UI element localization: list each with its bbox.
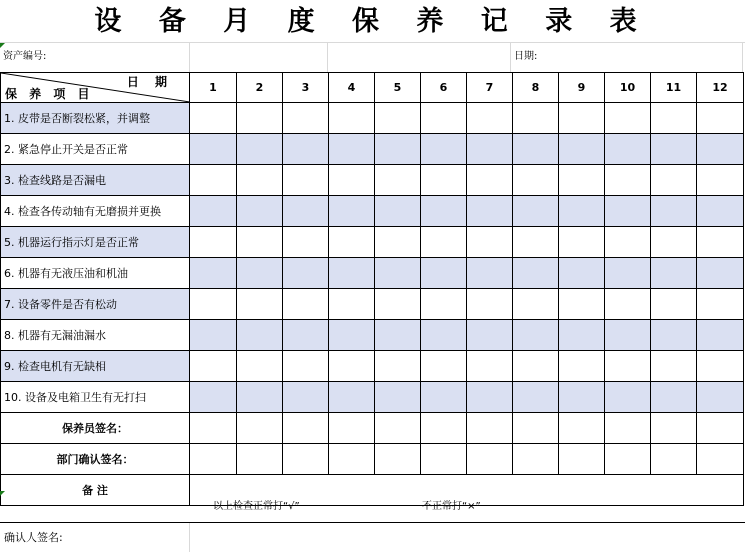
check-cell[interactable] <box>513 320 559 351</box>
note-not-ok: 不正常打“×” <box>422 501 481 512</box>
check-cell[interactable] <box>513 134 559 165</box>
check-cell[interactable] <box>697 227 744 258</box>
check-cell[interactable] <box>329 134 375 165</box>
check-cell[interactable] <box>651 103 697 134</box>
check-cell[interactable] <box>513 196 559 227</box>
check-cell[interactable] <box>283 320 329 351</box>
signature-cell[interactable] <box>375 444 421 475</box>
maintenance-item-label: 7. 设备零件是否有松动 <box>1 289 190 320</box>
check-cell[interactable] <box>283 165 329 196</box>
department-signature-row <box>1 444 744 475</box>
check-cell[interactable] <box>697 289 744 320</box>
signature-cell[interactable] <box>421 444 467 475</box>
check-cell[interactable] <box>421 382 467 413</box>
check-cell[interactable] <box>237 289 283 320</box>
table-row <box>1 134 744 165</box>
check-cell[interactable] <box>421 196 467 227</box>
check-cell[interactable] <box>329 103 375 134</box>
check-cell[interactable] <box>190 227 237 258</box>
check-cell[interactable] <box>237 227 283 258</box>
check-cell[interactable] <box>283 227 329 258</box>
check-cell[interactable] <box>651 320 697 351</box>
check-cell[interactable] <box>190 134 237 165</box>
check-cell[interactable] <box>467 382 513 413</box>
check-cell[interactable] <box>375 103 421 134</box>
check-cell[interactable] <box>651 196 697 227</box>
check-cell[interactable] <box>190 382 237 413</box>
check-cell[interactable] <box>421 320 467 351</box>
check-cell[interactable] <box>190 320 237 351</box>
check-cell[interactable] <box>283 258 329 289</box>
check-cell[interactable] <box>605 134 651 165</box>
day-header: 3 <box>283 73 329 103</box>
check-cell[interactable] <box>559 165 605 196</box>
check-cell[interactable] <box>697 134 744 165</box>
signature-cell[interactable] <box>467 413 513 444</box>
day-header: 8 <box>513 73 559 103</box>
table-row <box>1 320 744 351</box>
check-cell[interactable] <box>467 196 513 227</box>
signature-cell[interactable] <box>375 413 421 444</box>
asset-number-label: 资产编号: <box>3 51 47 62</box>
signature-cell[interactable] <box>190 444 237 475</box>
signature-cell[interactable] <box>605 444 651 475</box>
check-cell[interactable] <box>559 103 605 134</box>
check-cell[interactable] <box>375 165 421 196</box>
check-cell[interactable] <box>651 351 697 382</box>
check-cell[interactable] <box>237 196 283 227</box>
check-cell[interactable] <box>605 320 651 351</box>
check-cell[interactable] <box>559 134 605 165</box>
maintenance-item-label: 1. 皮带是否断裂松紧，并调整 <box>1 103 190 134</box>
check-cell[interactable] <box>559 351 605 382</box>
check-cell[interactable] <box>605 258 651 289</box>
check-cell[interactable] <box>467 134 513 165</box>
check-cell[interactable] <box>605 196 651 227</box>
check-cell[interactable] <box>467 289 513 320</box>
table-row <box>1 196 744 227</box>
check-cell[interactable] <box>697 320 744 351</box>
check-cell[interactable] <box>190 196 237 227</box>
signature-cell[interactable] <box>605 413 651 444</box>
check-cell[interactable] <box>283 196 329 227</box>
check-cell[interactable] <box>421 351 467 382</box>
check-cell[interactable] <box>467 103 513 134</box>
check-cell[interactable] <box>421 165 467 196</box>
signature-cell[interactable] <box>329 413 375 444</box>
day-header: 11 <box>651 73 697 103</box>
check-cell[interactable] <box>605 103 651 134</box>
check-cell[interactable] <box>467 258 513 289</box>
check-cell[interactable] <box>375 227 421 258</box>
check-cell[interactable] <box>375 351 421 382</box>
check-cell[interactable] <box>513 165 559 196</box>
table-row <box>1 382 744 413</box>
check-cell[interactable] <box>605 227 651 258</box>
check-cell[interactable] <box>559 382 605 413</box>
table-row <box>1 351 744 382</box>
signature-cell[interactable] <box>513 444 559 475</box>
check-cell[interactable] <box>190 103 237 134</box>
maintenance-item-label: 2. 紧急停止开关是否正常 <box>1 134 190 165</box>
signature-cell[interactable] <box>559 413 605 444</box>
day-header: 10 <box>605 73 651 103</box>
check-cell[interactable] <box>651 382 697 413</box>
check-cell[interactable] <box>697 196 744 227</box>
check-cell[interactable] <box>237 134 283 165</box>
check-cell[interactable] <box>559 289 605 320</box>
remarks-label: 备 注 <box>1 475 190 506</box>
header-date-label: 日 期 <box>126 75 173 89</box>
check-cell[interactable] <box>651 165 697 196</box>
check-cell[interactable] <box>329 351 375 382</box>
header-diagonal-cell <box>1 73 190 103</box>
signature-cell[interactable] <box>559 444 605 475</box>
maintenance-item-label: 4. 检查各传动轴有无磨损并更换 <box>1 196 190 227</box>
check-cell[interactable] <box>513 351 559 382</box>
check-cell[interactable] <box>329 320 375 351</box>
check-cell[interactable] <box>513 382 559 413</box>
signature-cell[interactable] <box>283 413 329 444</box>
signature-cell[interactable] <box>329 444 375 475</box>
table-row <box>1 289 744 320</box>
signature-cell[interactable] <box>237 444 283 475</box>
maintenance-item-label: 8. 机器有无漏油漏水 <box>1 320 190 351</box>
check-cell[interactable] <box>513 103 559 134</box>
signature-cell[interactable] <box>421 413 467 444</box>
maintenance-item-label: 3. 检查线路是否漏电 <box>1 165 190 196</box>
check-cell[interactable] <box>237 103 283 134</box>
check-cell[interactable] <box>697 103 744 134</box>
check-cell[interactable] <box>513 289 559 320</box>
check-cell[interactable] <box>697 165 744 196</box>
day-header: 1 <box>190 73 237 103</box>
check-cell[interactable] <box>283 134 329 165</box>
signature-cell[interactable] <box>651 413 697 444</box>
maintenance-item-label: 6. 机器有无液压油和机油 <box>1 258 190 289</box>
check-cell[interactable] <box>467 351 513 382</box>
signature-cell[interactable] <box>237 413 283 444</box>
check-cell[interactable] <box>283 289 329 320</box>
confirm-signature-label: 确认人签名: <box>4 531 63 544</box>
note-ok: 以上检查正常打“√” <box>213 501 300 512</box>
gridline <box>0 42 745 43</box>
check-cell[interactable] <box>697 351 744 382</box>
check-cell[interactable] <box>651 134 697 165</box>
cell-comment-marker <box>0 43 5 48</box>
check-cell[interactable] <box>467 165 513 196</box>
check-cell[interactable] <box>375 382 421 413</box>
page-title: 设 备 月 度 保 养 记 录 表 <box>94 6 651 37</box>
table-row <box>1 258 744 289</box>
confirm-row <box>0 523 745 552</box>
check-cell[interactable] <box>697 382 744 413</box>
check-cell[interactable] <box>329 289 375 320</box>
table-row <box>1 227 744 258</box>
table-row <box>1 165 744 196</box>
check-cell[interactable] <box>375 320 421 351</box>
signature-cell[interactable] <box>697 444 744 475</box>
gridline <box>510 42 511 72</box>
check-cell[interactable] <box>421 289 467 320</box>
check-cell[interactable] <box>329 258 375 289</box>
department-signature-label: 部门确认签名： <box>1 444 190 475</box>
check-cell[interactable] <box>375 134 421 165</box>
check-cell[interactable] <box>329 165 375 196</box>
header-item-label: 保 养 项 目 <box>5 87 94 101</box>
day-header: 7 <box>467 73 513 103</box>
check-cell[interactable] <box>329 227 375 258</box>
maintenance-table <box>0 72 744 506</box>
check-cell[interactable] <box>651 227 697 258</box>
check-cell[interactable] <box>559 320 605 351</box>
check-cell[interactable] <box>190 258 237 289</box>
maintenance-item-label: 9. 检查电机有无缺相 <box>1 351 190 382</box>
check-cell[interactable] <box>190 351 237 382</box>
check-cell[interactable] <box>467 320 513 351</box>
check-cell[interactable] <box>375 196 421 227</box>
check-cell[interactable] <box>559 196 605 227</box>
check-cell[interactable] <box>329 196 375 227</box>
check-cell[interactable] <box>237 351 283 382</box>
maintainer-signature-label: 保养员签名： <box>1 413 190 444</box>
check-cell[interactable] <box>605 382 651 413</box>
gridline <box>327 42 328 72</box>
check-cell[interactable] <box>467 227 513 258</box>
check-cell[interactable] <box>605 289 651 320</box>
check-cell[interactable] <box>421 227 467 258</box>
check-cell[interactable] <box>651 289 697 320</box>
check-cell[interactable] <box>513 227 559 258</box>
maintainer-signature-row <box>1 413 744 444</box>
check-cell[interactable] <box>559 227 605 258</box>
check-cell[interactable] <box>375 289 421 320</box>
day-header: 6 <box>421 73 467 103</box>
gridline <box>189 523 190 552</box>
check-cell[interactable] <box>237 165 283 196</box>
gridline <box>742 42 743 72</box>
check-cell[interactable] <box>421 134 467 165</box>
signature-cell[interactable] <box>467 444 513 475</box>
check-cell[interactable] <box>237 258 283 289</box>
note-row <box>0 492 745 523</box>
check-cell[interactable] <box>190 165 237 196</box>
check-cell[interactable] <box>697 258 744 289</box>
check-cell[interactable] <box>237 320 283 351</box>
header-row <box>1 73 744 103</box>
check-cell[interactable] <box>283 382 329 413</box>
check-cell[interactable] <box>559 258 605 289</box>
check-cell[interactable] <box>605 165 651 196</box>
maintenance-item-label: 5. 机器运行指示灯是否正常 <box>1 227 190 258</box>
day-header: 2 <box>237 73 283 103</box>
signature-cell[interactable] <box>651 444 697 475</box>
day-header: 4 <box>329 73 375 103</box>
signature-cell[interactable] <box>513 413 559 444</box>
check-cell[interactable] <box>190 289 237 320</box>
info-row <box>0 42 745 72</box>
signature-cell[interactable] <box>283 444 329 475</box>
check-cell[interactable] <box>513 258 559 289</box>
date-label: 日期: <box>514 51 538 62</box>
check-cell[interactable] <box>421 258 467 289</box>
check-cell[interactable] <box>651 258 697 289</box>
day-header: 12 <box>697 73 744 103</box>
day-header: 9 <box>559 73 605 103</box>
check-cell[interactable] <box>283 103 329 134</box>
table-row <box>1 103 744 134</box>
check-cell[interactable] <box>329 382 375 413</box>
check-cell[interactable] <box>605 351 651 382</box>
gridline <box>189 42 190 72</box>
check-cell[interactable] <box>421 103 467 134</box>
check-cell[interactable] <box>375 258 421 289</box>
day-header: 5 <box>375 73 421 103</box>
signature-cell[interactable] <box>190 413 237 444</box>
signature-cell[interactable] <box>697 413 744 444</box>
check-cell[interactable] <box>237 382 283 413</box>
maintenance-item-label: 10. 设备及电箱卫生有无打扫 <box>1 382 190 413</box>
check-cell[interactable] <box>283 351 329 382</box>
